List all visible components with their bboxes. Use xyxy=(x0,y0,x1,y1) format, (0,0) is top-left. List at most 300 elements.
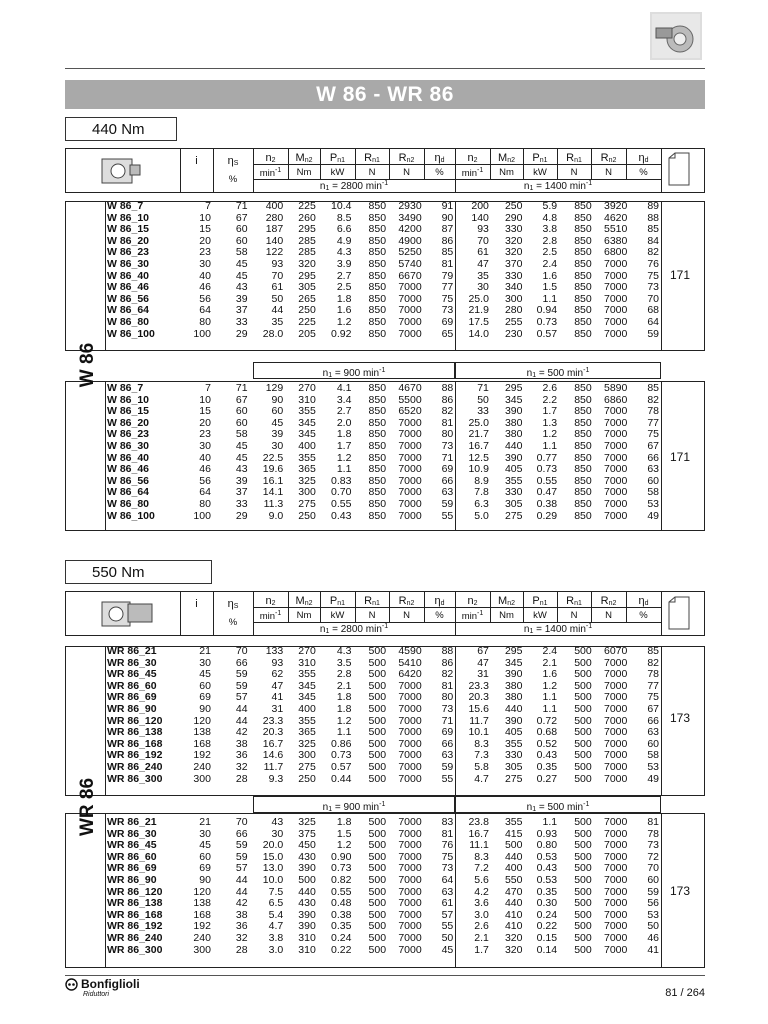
table-cell: 320 xyxy=(504,943,523,956)
table-cell: 0.53 xyxy=(536,873,558,886)
table-cell: 850 xyxy=(574,497,592,510)
model-code: WR 86_300 xyxy=(107,772,163,785)
table-cell: 500 xyxy=(574,691,592,704)
table-cell: 61 xyxy=(441,897,454,910)
table-cell: 76 xyxy=(441,839,454,852)
table-cell: 500 xyxy=(368,772,387,785)
table-cell: 71 xyxy=(441,451,454,464)
table-cell: 2930 xyxy=(398,200,422,212)
table-cell: 50 xyxy=(441,931,454,944)
table-cell: 2.1 xyxy=(542,656,558,669)
table-cell: 1.6 xyxy=(542,668,558,681)
table-cell: 192 xyxy=(193,749,211,762)
table-cell: 60 xyxy=(235,223,248,236)
table-cell: 81 xyxy=(441,257,454,270)
table-cell: 71 xyxy=(477,382,489,394)
table-cell: 850 xyxy=(574,269,592,282)
header-rule xyxy=(65,68,705,69)
table-cell: 285 xyxy=(298,234,316,247)
table-cell: 36 xyxy=(235,920,248,933)
table-cell: 7 xyxy=(205,200,211,212)
table-cell: 0.24 xyxy=(331,931,352,944)
table-cell: 0.73 xyxy=(536,463,558,476)
table-cell: 77 xyxy=(647,679,659,692)
torque-label: 550 Nm xyxy=(65,560,212,584)
table-cell: 500 xyxy=(574,656,592,669)
column-unit: kW xyxy=(330,610,345,621)
table-row xyxy=(105,511,661,523)
table-cell: 67 xyxy=(647,702,659,715)
model-code: WR 86_45 xyxy=(107,668,157,681)
column-header: ηS xyxy=(227,155,239,167)
table-cell: 43 xyxy=(271,816,284,828)
table-cell: 49 xyxy=(647,509,659,522)
model-code: W 86_100 xyxy=(107,327,155,340)
table-cell: 380 xyxy=(504,428,523,441)
table-cell: 500 xyxy=(368,908,387,921)
table-cell: 49 xyxy=(647,772,659,785)
table-cell: 275 xyxy=(298,760,316,773)
table-cell: 129 xyxy=(265,382,284,394)
table-row xyxy=(105,499,661,511)
table-cell: 300 xyxy=(298,749,316,762)
table-cell: 93 xyxy=(271,257,284,270)
table-cell: 2.6 xyxy=(474,920,489,933)
table-cell: 500 xyxy=(368,726,387,739)
table-cell: 310 xyxy=(298,656,316,669)
table-cell: 11.7 xyxy=(263,760,284,773)
table-row xyxy=(105,933,661,945)
table-row xyxy=(105,875,661,887)
table-cell: 850 xyxy=(574,393,592,406)
table-cell: 90 xyxy=(271,393,284,406)
table-cell: 69 xyxy=(199,691,211,704)
column-header: ηd xyxy=(434,595,445,607)
column-unit: N xyxy=(605,167,612,178)
table-cell: 46 xyxy=(647,931,659,944)
table-row xyxy=(105,201,661,213)
table-cell: 1.2 xyxy=(336,451,352,464)
table-cell: 80 xyxy=(199,497,211,510)
table-row xyxy=(105,282,661,294)
table-cell: 355 xyxy=(298,714,316,727)
table-cell: 35 xyxy=(477,269,489,282)
table-cell: 83 xyxy=(441,816,454,828)
table-cell: 295 xyxy=(504,645,523,657)
table-cell: 280 xyxy=(265,211,284,224)
table-cell: 8.5 xyxy=(336,211,352,224)
table-cell: 850 xyxy=(368,304,387,317)
table-cell: 32 xyxy=(235,760,248,773)
document-icon xyxy=(668,596,690,630)
table-cell: 330 xyxy=(504,486,523,499)
column-header: Pn1 xyxy=(532,595,548,607)
table-cell: 42 xyxy=(235,726,248,739)
speed-value: 900 xyxy=(343,368,361,379)
table-cell: 53 xyxy=(647,760,659,773)
table-row xyxy=(105,727,661,739)
table-cell: 5410 xyxy=(398,656,422,669)
table-cell: 320 xyxy=(504,246,523,259)
table-cell: 192 xyxy=(193,920,211,933)
table-cell: 7000 xyxy=(604,281,628,294)
table-cell: 7000 xyxy=(398,463,422,476)
table-cell: 80 xyxy=(441,691,454,704)
column-unit: Nm xyxy=(296,610,312,621)
table-cell: 45 xyxy=(235,269,248,282)
table-cell: 21 xyxy=(199,816,211,828)
table-cell: 850 xyxy=(368,211,387,224)
table-row xyxy=(105,898,661,910)
table-cell: 240 xyxy=(193,760,211,773)
table-cell: 500 xyxy=(368,656,387,669)
table-row xyxy=(105,774,661,786)
table-cell: 7000 xyxy=(604,315,628,328)
table-cell: 410 xyxy=(504,920,523,933)
table-cell: 0.77 xyxy=(536,451,558,464)
model-code: W 86_7 xyxy=(107,200,144,212)
table-cell: 285 xyxy=(298,246,316,259)
table-cell: 0.93 xyxy=(536,827,558,840)
table-cell: 0.22 xyxy=(536,920,558,933)
table-cell: 73 xyxy=(647,281,659,294)
table-cell: 2.0 xyxy=(336,416,352,429)
column-header: ηd xyxy=(638,152,649,164)
table-cell: 43 xyxy=(235,463,248,476)
table-cell: 850 xyxy=(574,315,592,328)
table-cell: 16.7 xyxy=(468,439,489,452)
table-cell: 66 xyxy=(235,656,248,669)
table-cell: 55 xyxy=(441,509,454,522)
table-cell: 30 xyxy=(477,281,489,294)
table-cell: 7000 xyxy=(398,691,422,704)
table-cell: 0.52 xyxy=(536,737,558,750)
column-header: Rn2 xyxy=(600,595,617,607)
table-cell: 850 xyxy=(368,382,387,394)
table-cell: 500 xyxy=(574,726,592,739)
table-cell: 7.8 xyxy=(474,486,489,499)
table-cell: 225 xyxy=(298,315,316,328)
table-cell: 2.4 xyxy=(542,645,558,657)
table-cell: 82 xyxy=(441,405,454,418)
model-code: WR 86_90 xyxy=(107,702,157,715)
table-cell: 70 xyxy=(235,816,248,828)
table-cell: 850 xyxy=(574,439,592,452)
column-unit: N xyxy=(368,167,376,178)
table-cell: 250 xyxy=(504,200,523,212)
table-cell: 73 xyxy=(441,304,454,317)
column-header: n2 xyxy=(265,595,276,607)
table-cell: 21.9 xyxy=(468,304,489,317)
table-cell: 7000 xyxy=(604,439,628,452)
table-cell: 100 xyxy=(193,509,211,522)
table-cell: 1.8 xyxy=(336,702,352,715)
model-code: W 86_46 xyxy=(107,281,150,294)
table-cell: 7000 xyxy=(604,749,628,762)
table-cell: 6070 xyxy=(604,645,628,657)
table-cell: 500 xyxy=(574,714,592,727)
table-cell: 187 xyxy=(265,223,284,236)
table-cell: 7000 xyxy=(604,474,628,487)
table-cell: 1.8 xyxy=(336,816,352,828)
table-cell: 7000 xyxy=(398,920,422,933)
table-cell: 500 xyxy=(574,920,592,933)
table-cell: 23.3 xyxy=(262,714,284,727)
table-cell: 69 xyxy=(199,862,211,875)
table-cell: 29 xyxy=(235,509,248,522)
table-cell: 75 xyxy=(441,292,454,305)
table-cell: 47 xyxy=(477,257,489,270)
input-speed-label: n1 = 900 $\min^{-1}$ xyxy=(253,796,455,813)
model-code: WR 86_138 xyxy=(107,897,163,910)
table-cell: 57 xyxy=(441,908,454,921)
table-cell: 200 xyxy=(471,200,489,212)
table-cell: 6800 xyxy=(604,246,628,259)
table-cell: 40 xyxy=(199,451,211,464)
model-code: W 86_46 xyxy=(107,463,150,476)
column-unit: % xyxy=(639,167,648,178)
table-cell: 1.5 xyxy=(336,827,352,840)
table-cell: 25.0 xyxy=(468,416,489,429)
table-cell: 345 xyxy=(504,656,523,669)
table-cell: 0.47 xyxy=(536,486,558,499)
table-cell: 70 xyxy=(235,645,248,657)
table-cell: 100 xyxy=(193,327,211,340)
column-unit: N xyxy=(570,610,578,621)
table-cell: 295 xyxy=(504,382,523,394)
page-number: 81 / 264 xyxy=(665,987,705,999)
table-cell: 300 xyxy=(504,292,523,305)
table-cell: 1.6 xyxy=(542,269,558,282)
table-cell: 375 xyxy=(298,827,316,840)
table-cell: 90 xyxy=(199,873,211,886)
page-reference: 173 xyxy=(670,884,691,898)
table-cell: 7000 xyxy=(604,451,628,464)
table-row xyxy=(105,441,661,453)
table-cell: 2.6 xyxy=(542,382,558,394)
model-code: W 86_20 xyxy=(107,416,150,429)
table-cell: 500 xyxy=(574,850,592,863)
table-cell: 93 xyxy=(271,656,284,669)
table-cell: 39 xyxy=(235,474,248,487)
table-cell: 500 xyxy=(368,873,387,886)
table-cell: 58 xyxy=(647,749,659,762)
table-cell: 500 xyxy=(368,920,387,933)
table-cell: 4.3 xyxy=(336,246,352,259)
series-side-label: W 86 xyxy=(77,342,98,388)
table-cell: 7000 xyxy=(604,726,628,739)
table-cell: 120 xyxy=(193,714,211,727)
table-cell: 33 xyxy=(477,405,489,418)
table-cell: 56 xyxy=(647,897,659,910)
table-cell: 7000 xyxy=(604,772,628,785)
table-cell: 0.43 xyxy=(536,749,558,762)
table-cell: 40 xyxy=(199,269,211,282)
table-cell: 7000 xyxy=(398,862,422,875)
table-cell: 2.1 xyxy=(474,931,489,944)
table-cell: 73 xyxy=(441,862,454,875)
table-cell: 850 xyxy=(574,211,592,224)
table-cell: 390 xyxy=(504,451,523,464)
table-cell: 5500 xyxy=(398,393,422,406)
table-cell: 75 xyxy=(647,428,659,441)
column-header: i xyxy=(195,155,198,167)
table-cell: 5.0 xyxy=(474,509,489,522)
table-cell: 7000 xyxy=(604,908,628,921)
table-cell: 440 xyxy=(298,885,316,898)
table-cell: 850 xyxy=(368,439,387,452)
table-cell: 500 xyxy=(368,839,387,852)
input-speed-label: n1 = 1400 $\min^{-1}$ xyxy=(523,180,593,192)
table-cell: 44 xyxy=(235,873,248,886)
table-cell: 58 xyxy=(235,246,248,259)
table-cell: 44 xyxy=(235,885,248,898)
brand-logo xyxy=(65,978,140,999)
column-header: Mn2 xyxy=(295,152,313,164)
table-cell: 500 xyxy=(368,645,387,657)
table-cell: 275 xyxy=(504,509,523,522)
table-cell: 44 xyxy=(235,702,248,715)
column-unit: N xyxy=(368,610,376,621)
brand-logo-icon xyxy=(65,978,78,991)
table-cell: 70 xyxy=(477,234,489,247)
table-cell: 7000 xyxy=(398,486,422,499)
table-cell: 500 xyxy=(574,737,592,750)
table-cell: 0.27 xyxy=(536,772,558,785)
table-cell: 17.5 xyxy=(468,315,489,328)
table-cell: 14.1 xyxy=(262,486,284,499)
table-cell: 5740 xyxy=(398,257,422,270)
table-cell: 500 xyxy=(574,816,592,828)
table-cell: 7000 xyxy=(604,463,628,476)
table-cell: 260 xyxy=(298,211,316,224)
column-unit: % xyxy=(435,610,444,621)
column-unit: Nm xyxy=(296,167,312,178)
table-cell: 0.24 xyxy=(536,908,558,921)
table-cell: 1.2 xyxy=(542,428,558,441)
table-cell: 0.53 xyxy=(536,850,558,863)
table-cell: 7000 xyxy=(604,839,628,852)
table-cell: 69 xyxy=(441,463,454,476)
table-cell: 0.57 xyxy=(331,760,352,773)
table-cell: 78 xyxy=(647,827,659,840)
table-cell: 60 xyxy=(199,679,211,692)
table-cell: 66 xyxy=(235,827,248,840)
table-cell: 7000 xyxy=(604,873,628,886)
table-cell: 53 xyxy=(647,497,659,510)
table-cell: 7000 xyxy=(398,702,422,715)
table-cell: 1.8 xyxy=(336,428,352,441)
table-cell: 850 xyxy=(368,327,387,340)
table-cell: 11.1 xyxy=(469,839,489,852)
table-cell: 4200 xyxy=(398,223,422,236)
table-cell: 5.8 xyxy=(474,760,489,773)
table-cell: 140 xyxy=(471,211,489,224)
table-cell: 11.7 xyxy=(469,714,489,727)
table-cell: 56 xyxy=(199,474,211,487)
table-cell: 0.35 xyxy=(536,885,558,898)
table-cell: 60 xyxy=(235,405,248,418)
table-cell: 38 xyxy=(235,908,248,921)
table-cell: 0.35 xyxy=(331,920,352,933)
table-cell: 1.8 xyxy=(336,691,352,704)
column-unit: N xyxy=(403,610,410,621)
table-cell: 70 xyxy=(271,269,284,282)
table-cell: 50 xyxy=(647,920,659,933)
table-cell: 850 xyxy=(368,200,387,212)
table-cell: 14.6 xyxy=(262,749,284,762)
table-cell: 500 xyxy=(368,943,387,956)
table-cell: 3490 xyxy=(398,211,422,224)
table-cell: 50 xyxy=(271,292,284,305)
table-cell: 295 xyxy=(298,269,316,282)
model-code: W 86_40 xyxy=(107,269,150,282)
table-cell: 64 xyxy=(199,304,211,317)
table-cell: 7000 xyxy=(604,292,628,305)
table-cell: 0.92 xyxy=(331,327,352,340)
table-cell: 500 xyxy=(574,679,592,692)
table-cell: 45 xyxy=(199,839,211,852)
table-cell: 20 xyxy=(199,416,211,429)
column-unit: $\min^{-1}$ xyxy=(461,167,484,179)
table-cell: 63 xyxy=(647,463,659,476)
table-cell: 67 xyxy=(647,439,659,452)
table-cell: 345 xyxy=(298,691,316,704)
table-cell: 1.6 xyxy=(336,304,352,317)
table-cell: 250 xyxy=(298,304,316,317)
table-cell: 2.5 xyxy=(542,246,558,259)
table-cell: 73 xyxy=(441,702,454,715)
table-cell: 400 xyxy=(298,702,316,715)
table-cell: 0.86 xyxy=(331,737,352,750)
model-code: W 86_15 xyxy=(107,223,150,236)
table-cell: 500 xyxy=(574,862,592,875)
table-cell: 850 xyxy=(574,428,592,441)
table-cell: 500 xyxy=(574,931,592,944)
table-cell: 10.9 xyxy=(468,463,489,476)
table-cell: 66 xyxy=(647,714,659,727)
table-cell: 850 xyxy=(368,416,387,429)
table-cell: 69 xyxy=(441,726,454,739)
table-cell: 4900 xyxy=(398,234,422,247)
table-cell: 122 xyxy=(265,246,284,259)
table-cell: 60 xyxy=(235,234,248,247)
table-cell: 500 xyxy=(574,897,592,910)
column-unit: % xyxy=(228,617,238,628)
table-cell: 7000 xyxy=(398,908,422,921)
table-cell: 405 xyxy=(504,726,523,739)
table-cell: 7000 xyxy=(604,257,628,270)
data-table xyxy=(105,817,661,956)
table-cell: 59 xyxy=(647,885,659,898)
table-cell: 2.8 xyxy=(542,234,558,247)
table-cell: 850 xyxy=(574,292,592,305)
model-code: WR 86_60 xyxy=(107,850,157,863)
table-cell: 1.2 xyxy=(336,839,352,852)
table-cell: 7000 xyxy=(398,897,422,910)
input-speed-label: n1 = 2800 $\min^{-1}$ xyxy=(319,623,389,635)
table-row xyxy=(105,464,661,476)
table-cell: 7000 xyxy=(604,760,628,773)
table-cell: 1.8 xyxy=(336,292,352,305)
table-cell: 80 xyxy=(441,428,454,441)
table-cell: 7000 xyxy=(398,726,422,739)
table-cell: 2.2 xyxy=(542,393,558,406)
table-cell: 440 xyxy=(504,439,523,452)
table-cell: 8.9 xyxy=(474,474,489,487)
table-cell: 2.8 xyxy=(336,668,352,681)
table-cell: 500 xyxy=(504,839,523,852)
